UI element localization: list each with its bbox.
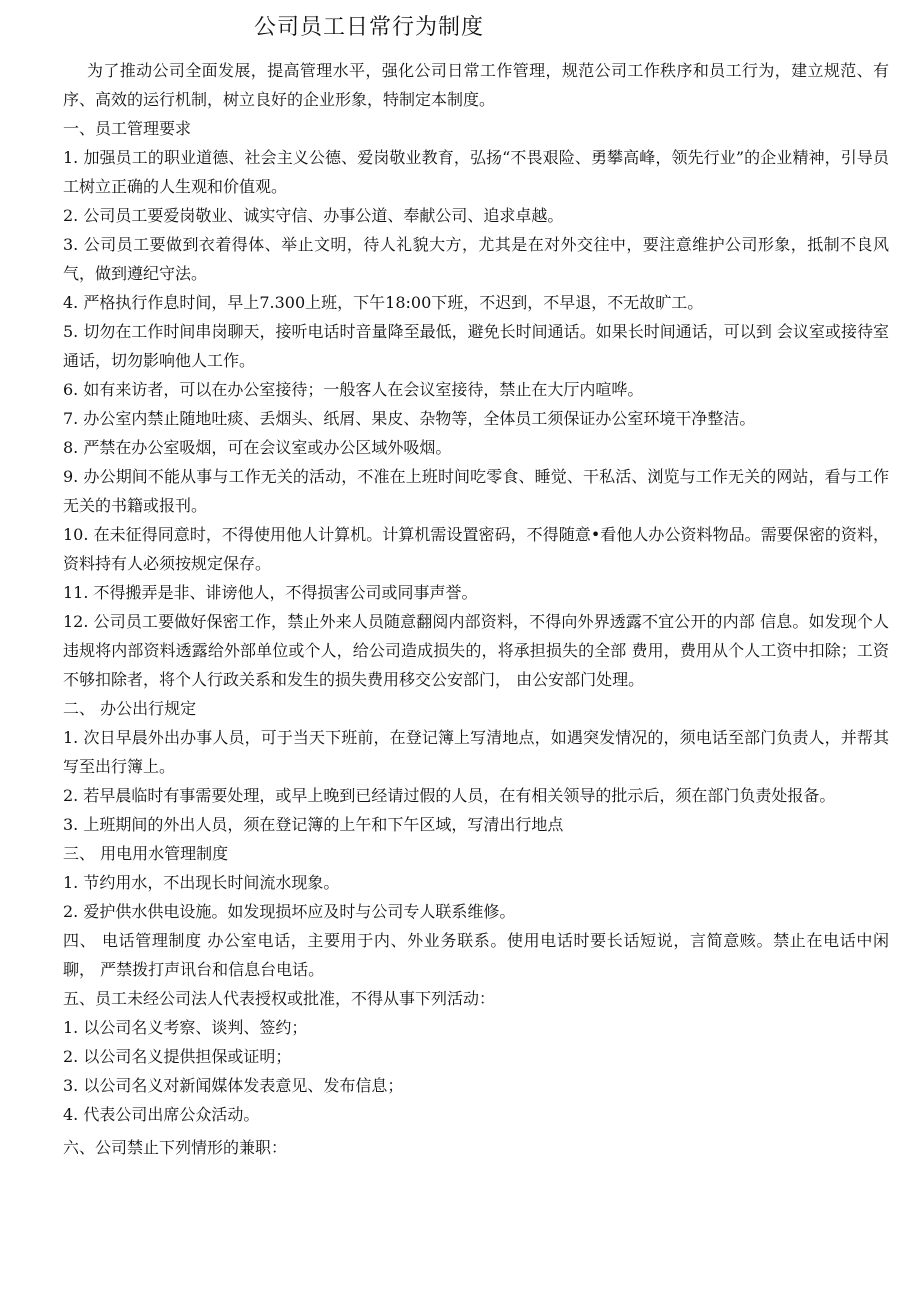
list-item: 5. 切勿在工作时间串岗聊天，接听电话时音量降至最低，避免长时间通话。如果长时间通话，可以到 会议室或接待室通话，切勿影响他人工作。 [63,322,889,370]
list-item: 2. 若早晨临时有事需要处理，或早上晚到已经请过假的人员，在有相关领导的批示后，须在部门负责处报备。 [63,786,836,805]
list-item: 6. 如有来访者，可以在办公室接待；一般客人在会议室接待，禁止在大厅内喧哗。 [63,380,644,399]
list-item: 9. 办公期间不能从事与工作无关的活动，不准在上班时间吃零食、睡觉、干私活、浏览与工作无关的网站，看与工作无关的书籍或报刊。 [63,467,889,515]
list-item: 7. 办公室内禁止随地吐痰、丢烟头、纸屑、果皮、杂物等，全体员工须保证办公室环境干净整洁。 [63,409,756,428]
intro-paragraph: 为了推动公司全面发展，提高管理水平，强化公司日常工作管理，规范公司工作秩序和员工行为，建立规范、有序、高效的运行机制，树立良好的企业形象，特制定本制度。 [63,61,889,109]
section-heading: 五、员工未经公司法人代表授权或批准，不得从事下列活动： [63,989,496,1008]
list-item: 1. 节约用水，不出现长时间流水现象。 [63,873,340,892]
list-item: 2. 公司员工要爱岗敬业、诚实守信、办事公道、奉献公司、追求卓越。 [63,206,564,225]
section-heading: 二、 办公出行规定 [63,699,197,718]
section-heading: 一、员工管理要求 [63,119,192,138]
list-item: 11. 不得搬弄是非、诽谤他人，不得损害公司或同事声誉。 [63,583,478,602]
list-item: 2. 以公司名义提供担保或证明； [63,1047,292,1066]
list-item: 1. 以公司名义考察、谈判、签约； [63,1018,308,1037]
list-item: 1. 加强员工的职业道德、社会主义公德、爱岗敬业教育，弘扬“不畏艰险、勇攀高峰，领先行业”的企业精神，引导员工树立正确的人生观和价值观。 [63,148,889,196]
section-heading: 四、 电话管理制度 办公室电话，主要用于内、外业务联系。使用电话时要长话短说，言简意赅。禁止在电话中闲聊， 严禁拨打声讯台和信息台电话。 [63,931,889,979]
list-item: 8. 严禁在办公室吸烟，可在会议室或办公区域外吸烟。 [63,438,452,457]
section-heading: 六、公司禁止下列情形的兼职： [63,1138,288,1157]
list-item: 1. 次日早晨外出办事人员，可于当天下班前，在登记簿上写清地点，如遇突发情况的，须电话至部门负责人，并帮其写至出行簿上。 [63,728,889,776]
document-title: 公司员工日常行为制度 [254,15,485,40]
list-item: 3. 以公司名义对新闻媒体发表意见、发布信息； [63,1076,404,1095]
section-heading: 三、 用电用水管理制度 [63,844,229,863]
document-page [63,12,889,1162]
list-item: 12. 公司员工要做好保密工作，禁止外来人员随意翻阅内部资料，不得向外界透露不宜公开的内部 信息。如发现个人违规将内部资料透露给外部单位或个人，给公司造成损失的，将承担损失的全部 费用，费用从个人工资中扣除；工资不够扣除者，将个人行政关系和发生的损失费用移交公安部门， 由公安部门处理。 [63,612,889,689]
list-item: 10. 在未征得同意时，不得使用他人计算机。计算机需设置密码，不得随意•看他人办公资料物品。需要保密的资料，资料持有人必须按规定保存。 [63,525,889,573]
list-item: 4. 代表公司出席公众活动。 [63,1105,260,1124]
list-item: 3. 公司员工要做到衣着得体、举止文明，待人礼貌大方，尤其是在对外交往中，要注意维护公司形象，抵制不良风气，做到遵纪守法。 [63,235,889,283]
list-item: 4. 严格执行作息时间，早上7.300上班，下午18:00下班，不迟到，不早退，不无故旷工。 [63,293,704,312]
list-item: 3. 上班期间的外出人员，须在登记簿的上午和下午区域，写清出行地点 [63,815,564,834]
list-item: 2. 爱护供水供电设施。如发现损坏应及时与公司专人联系维修。 [63,902,516,921]
